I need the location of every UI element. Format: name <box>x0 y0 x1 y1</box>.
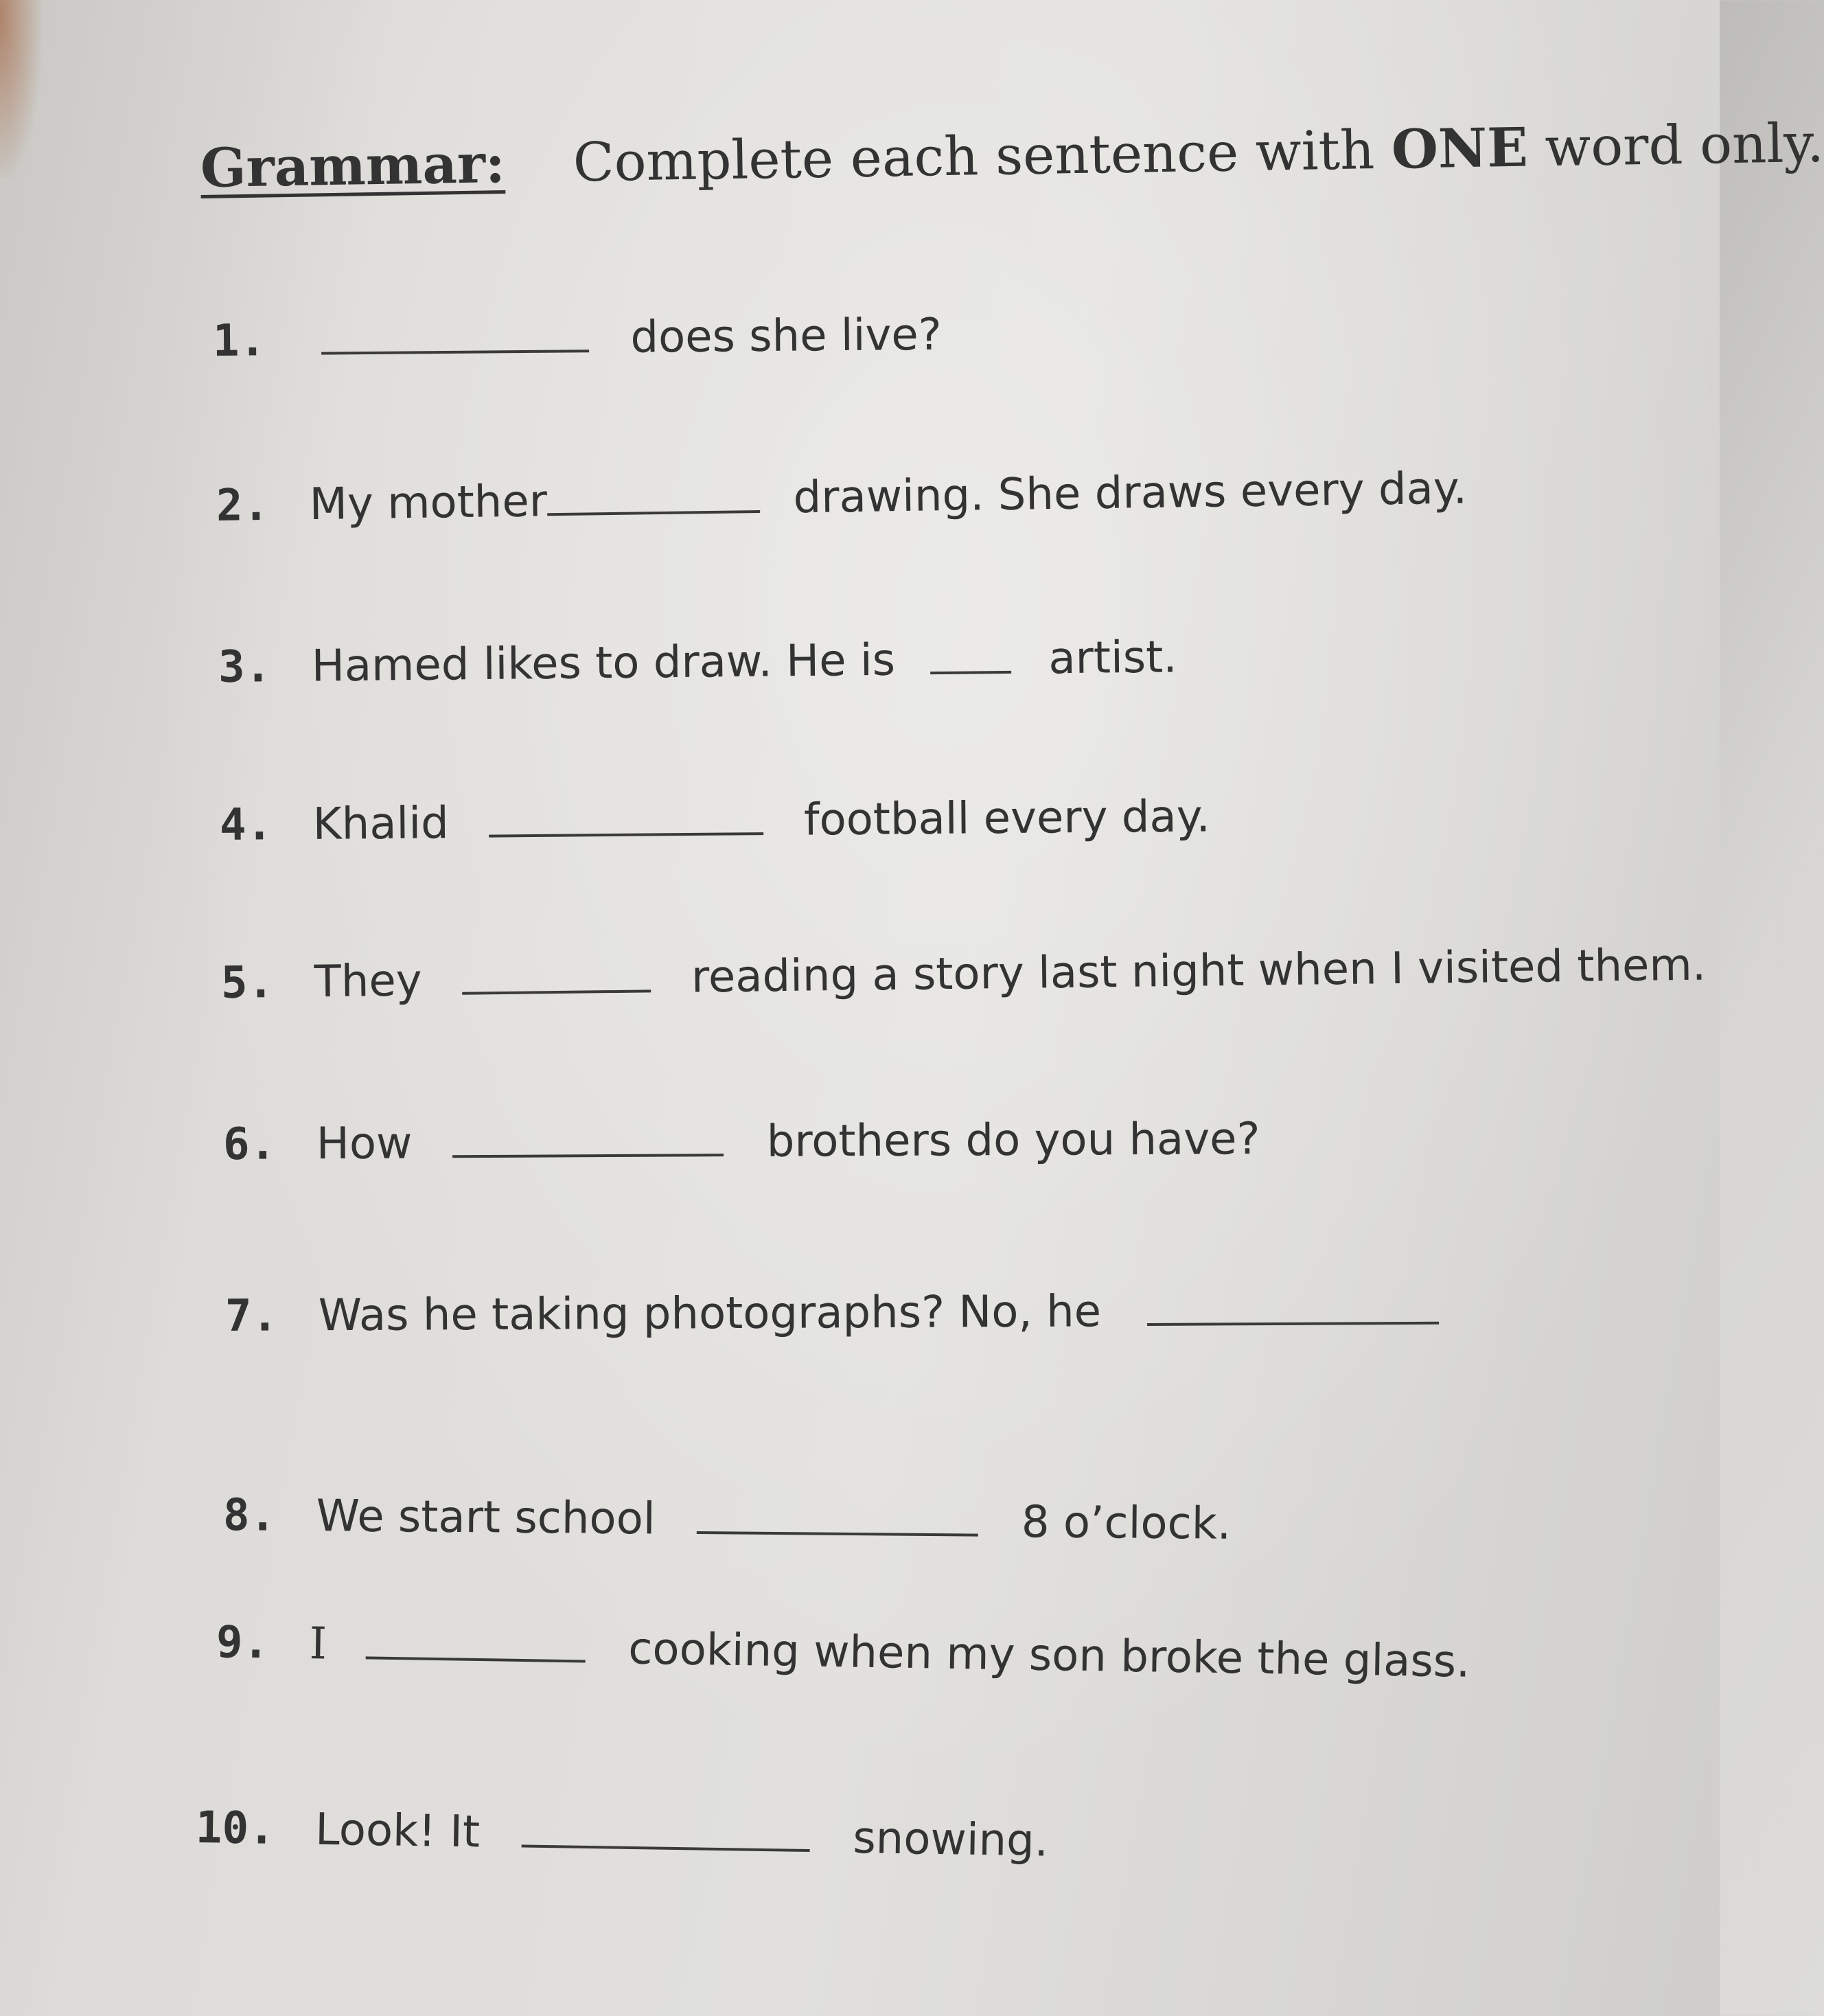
answer-blank-7[interactable] <box>1147 1321 1439 1326</box>
question-text-before: They <box>314 955 423 1008</box>
question-text-before: We start school <box>316 1491 656 1545</box>
question-text-after: reading a story last night when I visited them. <box>691 939 1707 1003</box>
question-text-after: 8 o’clock. <box>1021 1497 1232 1550</box>
finger-shadow <box>0 0 41 179</box>
question-number: 6. <box>222 1119 277 1170</box>
question-7 <box>225 1285 1439 1342</box>
question-text-after: brothers do you have? <box>766 1114 1260 1167</box>
answer-blank-5[interactable] <box>463 989 651 994</box>
question-text-before: Was he taking photographs? No, he <box>318 1286 1102 1342</box>
question-text-after: cooking when my son broke the glass. <box>627 1623 1471 1688</box>
instruction-emphasis: ONE <box>1391 116 1529 181</box>
answer-blank-4[interactable] <box>489 832 763 837</box>
section-label: Grammar: <box>200 133 506 200</box>
question-number: 2. <box>216 479 270 531</box>
question-number: 9. <box>216 1617 270 1669</box>
question-text-before: My mother <box>309 476 548 531</box>
answer-blank-10[interactable] <box>521 1844 809 1852</box>
question-text-before: How <box>316 1118 413 1170</box>
question-text-before: Khalid <box>312 798 449 850</box>
question-4 <box>220 791 1210 851</box>
question-number: 1. <box>212 315 266 367</box>
question-1 <box>213 310 942 367</box>
question-number: 7. <box>224 1290 279 1342</box>
question-number: 3. <box>218 641 272 693</box>
question-8 <box>223 1490 1232 1550</box>
question-number: 10. <box>195 1802 276 1855</box>
question-number: 8. <box>222 1490 277 1542</box>
question-text-after: does she live? <box>630 309 942 363</box>
worksheet-title <box>200 112 1824 200</box>
instruction-text-end: word only. <box>1544 112 1824 179</box>
question-6 <box>223 1114 1260 1170</box>
question-5 <box>221 940 1707 1009</box>
answer-blank-2[interactable] <box>547 509 760 516</box>
answer-blank-1[interactable] <box>321 349 589 354</box>
question-text-after: football every day. <box>803 791 1211 846</box>
question-3 <box>218 632 1177 693</box>
question-9 <box>216 1617 1470 1688</box>
question-10 <box>195 1802 1048 1867</box>
question-text-before: Look! It <box>314 1804 481 1858</box>
answer-blank-3[interactable] <box>930 670 1011 674</box>
answer-blank-8[interactable] <box>697 1531 978 1537</box>
question-text-after: artist. <box>1048 632 1177 685</box>
answer-blank-6[interactable] <box>452 1153 724 1158</box>
answer-blank-9[interactable] <box>365 1656 585 1662</box>
question-number: 5. <box>220 957 275 1009</box>
question-text-before: I <box>309 1618 327 1670</box>
question-2 <box>216 463 1467 531</box>
question-text-before: Hamed likes to draw. He is <box>311 634 896 692</box>
question-number: 4. <box>219 799 273 851</box>
question-text-after: snowing. <box>852 1813 1049 1867</box>
question-text-after: drawing. She draws every day. <box>793 463 1468 524</box>
instruction-text: Complete each sentence with <box>573 119 1375 194</box>
